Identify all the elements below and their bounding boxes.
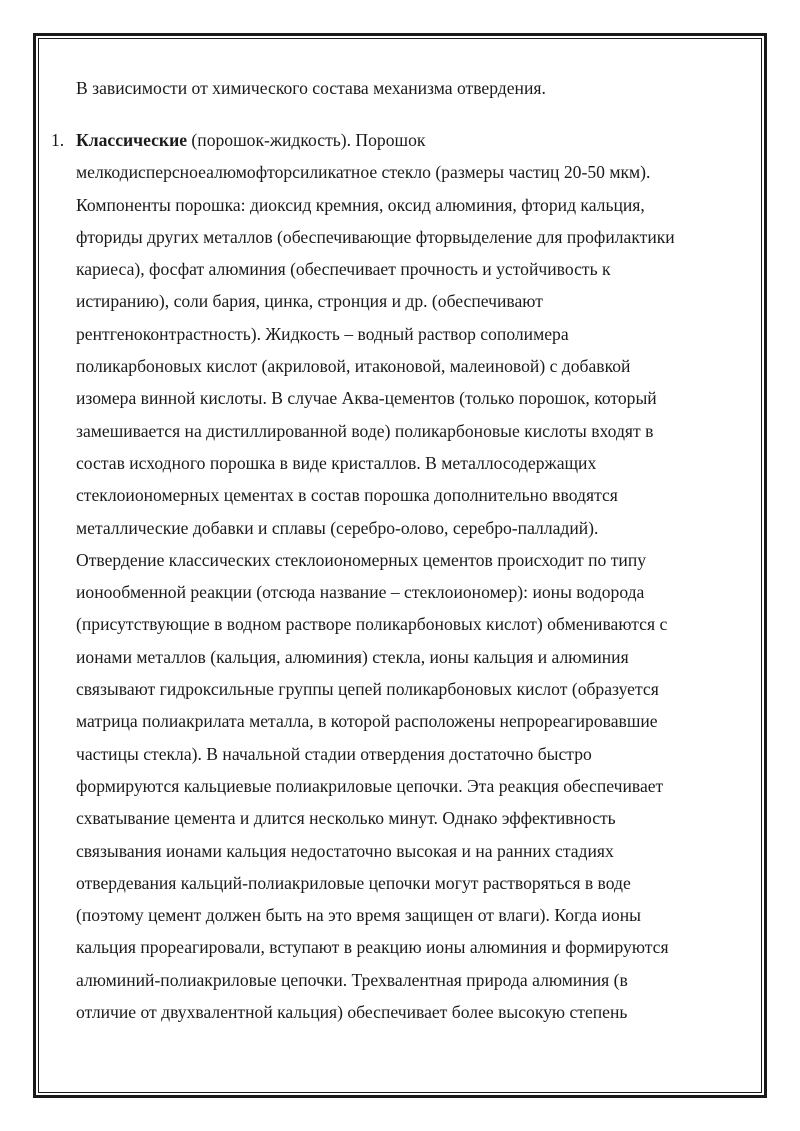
text-line bbox=[76, 156, 736, 188]
line-text: фториды других металлов (обеспечивающие фторвыделение для профилактики bbox=[76, 226, 675, 247]
line-text: Отвердение классических стеклоиономерных цементов происходит по типу bbox=[76, 549, 647, 570]
line-text: связывания ионами кальция недостаточно высокая и на ранних стадиях bbox=[76, 840, 614, 861]
text-line bbox=[76, 673, 736, 705]
line-text: Компоненты порошка: диоксид кремния, оксид алюминия, фторид кальция, bbox=[76, 194, 645, 215]
line-text: ионообменной реакции (отсюда название – стеклоиономер): ионы водорода bbox=[76, 582, 645, 603]
text-line bbox=[76, 512, 736, 544]
text-line bbox=[76, 221, 736, 253]
text-line bbox=[76, 285, 736, 317]
line-text: состав исходного порошка в виде кристаллов. В металлосодержащих bbox=[76, 452, 597, 473]
line-text: мелкодисперсноеалюмофторсиликатное стекло (размеры частиц 20-50 мкм). bbox=[76, 162, 651, 183]
line-text: истиранию), соли бария, цинка, стронция и др. (обеспечивают bbox=[76, 291, 543, 312]
list-marker: 1. bbox=[51, 130, 65, 150]
line-text: поликарбоновых кислот (акриловой, итаконовой, малеиновой) с добавкой bbox=[76, 356, 631, 377]
line-text: отвердевания кальций-полиакриловые цепочки могут растворяться в воде bbox=[76, 872, 631, 893]
text-line bbox=[76, 931, 736, 963]
text-line bbox=[76, 124, 736, 156]
line-text: кариеса), фосфат алюминия (обеспечивает прочность и устойчивость к bbox=[76, 259, 611, 280]
text-line bbox=[76, 802, 736, 834]
document-body bbox=[51, 72, 736, 1028]
line-text: ионами металлов (кальция, алюминия) стекла, ионы кальция и алюминия bbox=[76, 646, 629, 667]
line-text: (присутствующие в водном растворе поликарбоновых кислот) обмениваются с bbox=[76, 614, 668, 635]
text-line bbox=[76, 608, 736, 640]
line-text: матрица полиакрилата металла, в которой расположены непрореагировавшие bbox=[76, 711, 658, 732]
text-line bbox=[76, 738, 736, 770]
text-line bbox=[76, 253, 736, 285]
text-line bbox=[76, 382, 736, 414]
line-text: отличие от двухвалентной кальция) обеспечивает более высокую степень bbox=[76, 1002, 628, 1023]
line-text: стеклоиономерных цементах в состав порошка дополнительно вводятся bbox=[76, 485, 618, 506]
line-text: связывают гидроксильные группы цепей поликарбоновых кислот (образуется bbox=[76, 679, 659, 700]
line-text: кальция прореагировали, вступают в реакцию ионы алюминия и формируются bbox=[76, 937, 669, 958]
text-line bbox=[76, 350, 736, 382]
intro-paragraph: В зависимости от химического состава механизма отвердения. bbox=[76, 78, 546, 98]
text-line bbox=[76, 835, 736, 867]
text-line bbox=[76, 479, 736, 511]
line-text: формируются кальциевые полиакриловые цепочки. Эта реакция обеспечивает bbox=[76, 775, 664, 796]
text-line bbox=[76, 996, 736, 1028]
text-line bbox=[76, 770, 736, 802]
line-text: рентгеноконтрастность). Жидкость – водный раствор сополимера bbox=[76, 323, 569, 344]
text-line bbox=[76, 189, 736, 221]
text-line bbox=[76, 867, 736, 899]
line-text: алюминий-полиакриловые цепочки. Трехвалентная природа алюминия (в bbox=[76, 969, 628, 990]
text-line bbox=[76, 544, 736, 576]
line-text: схватывание цемента и длится несколько минут. Однако эффективность bbox=[76, 808, 616, 829]
line-text: (порошок-жидкость). Порошок bbox=[187, 130, 426, 150]
list-item-text bbox=[76, 124, 736, 1028]
text-line bbox=[76, 705, 736, 737]
text-line bbox=[76, 641, 736, 673]
text-line bbox=[76, 964, 736, 996]
text-line bbox=[76, 318, 736, 350]
term-classic: Классические bbox=[76, 130, 188, 150]
text-line bbox=[76, 899, 736, 931]
line-text: изомера винной кислоты. В случае Аква-цементов (только порошок, который bbox=[76, 388, 657, 409]
list-item-classic bbox=[51, 124, 736, 1028]
text-line bbox=[76, 415, 736, 447]
line-text: частицы стекла). В начальной стадии отвердения достаточно быстро bbox=[76, 743, 592, 764]
line-text: металлические добавки и сплавы (серебро-олово, серебро-палладий). bbox=[76, 517, 599, 538]
text-line bbox=[76, 576, 736, 608]
line-text: (поэтому цемент должен быть на это время защищен от влаги). Когда ионы bbox=[76, 905, 641, 926]
text-line bbox=[76, 447, 736, 479]
line-text: замешивается на дистиллированной воде) поликарбоновые кислоты входят в bbox=[76, 420, 654, 441]
